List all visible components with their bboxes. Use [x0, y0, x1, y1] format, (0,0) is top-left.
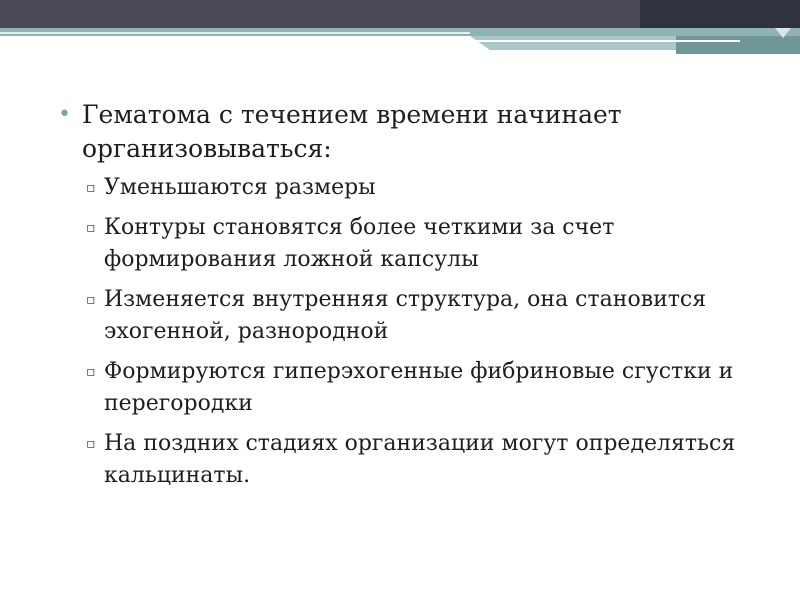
sub-point-text: Изменяется внутренняя структура, она становится эхогенной, разнородной: [104, 287, 707, 344]
sub-points-list: [56, 172, 736, 492]
list-item: [56, 284, 736, 348]
square-bullet-icon: ▫: [86, 292, 96, 308]
square-bullet-icon: ▫: [86, 436, 96, 452]
square-bullet-icon: ▫: [86, 364, 96, 380]
sub-point-text: Контуры становятся более четкими за счет формирования ложной капсулы: [104, 215, 615, 272]
bullet-dot-icon: •: [58, 102, 71, 127]
square-bullet-icon: ▫: [86, 180, 96, 196]
accent-line-right: [476, 40, 740, 42]
accent-line-left: [0, 32, 470, 34]
list-item: [56, 212, 736, 276]
chevron-down-icon: [775, 28, 791, 38]
teal-accent-block: [676, 36, 800, 54]
main-point-text: Гематома с течением времени начинает организовываться:: [82, 100, 622, 163]
list-item: [56, 356, 736, 420]
sub-point-text: На поздних стадиях организации могут определяться кальцинаты.: [104, 431, 736, 488]
list-item: [56, 428, 736, 492]
list-item: [56, 172, 736, 204]
main-bullet-point: [56, 98, 736, 166]
square-bullet-icon: ▫: [86, 220, 96, 236]
sub-point-text: Уменьшаются размеры: [104, 175, 376, 200]
top-banner-dark-segment: [640, 0, 800, 28]
slide-content: [56, 98, 736, 500]
sub-point-text: Формируются гиперэхогенные фибриновые сгустки и перегородки: [104, 359, 734, 416]
